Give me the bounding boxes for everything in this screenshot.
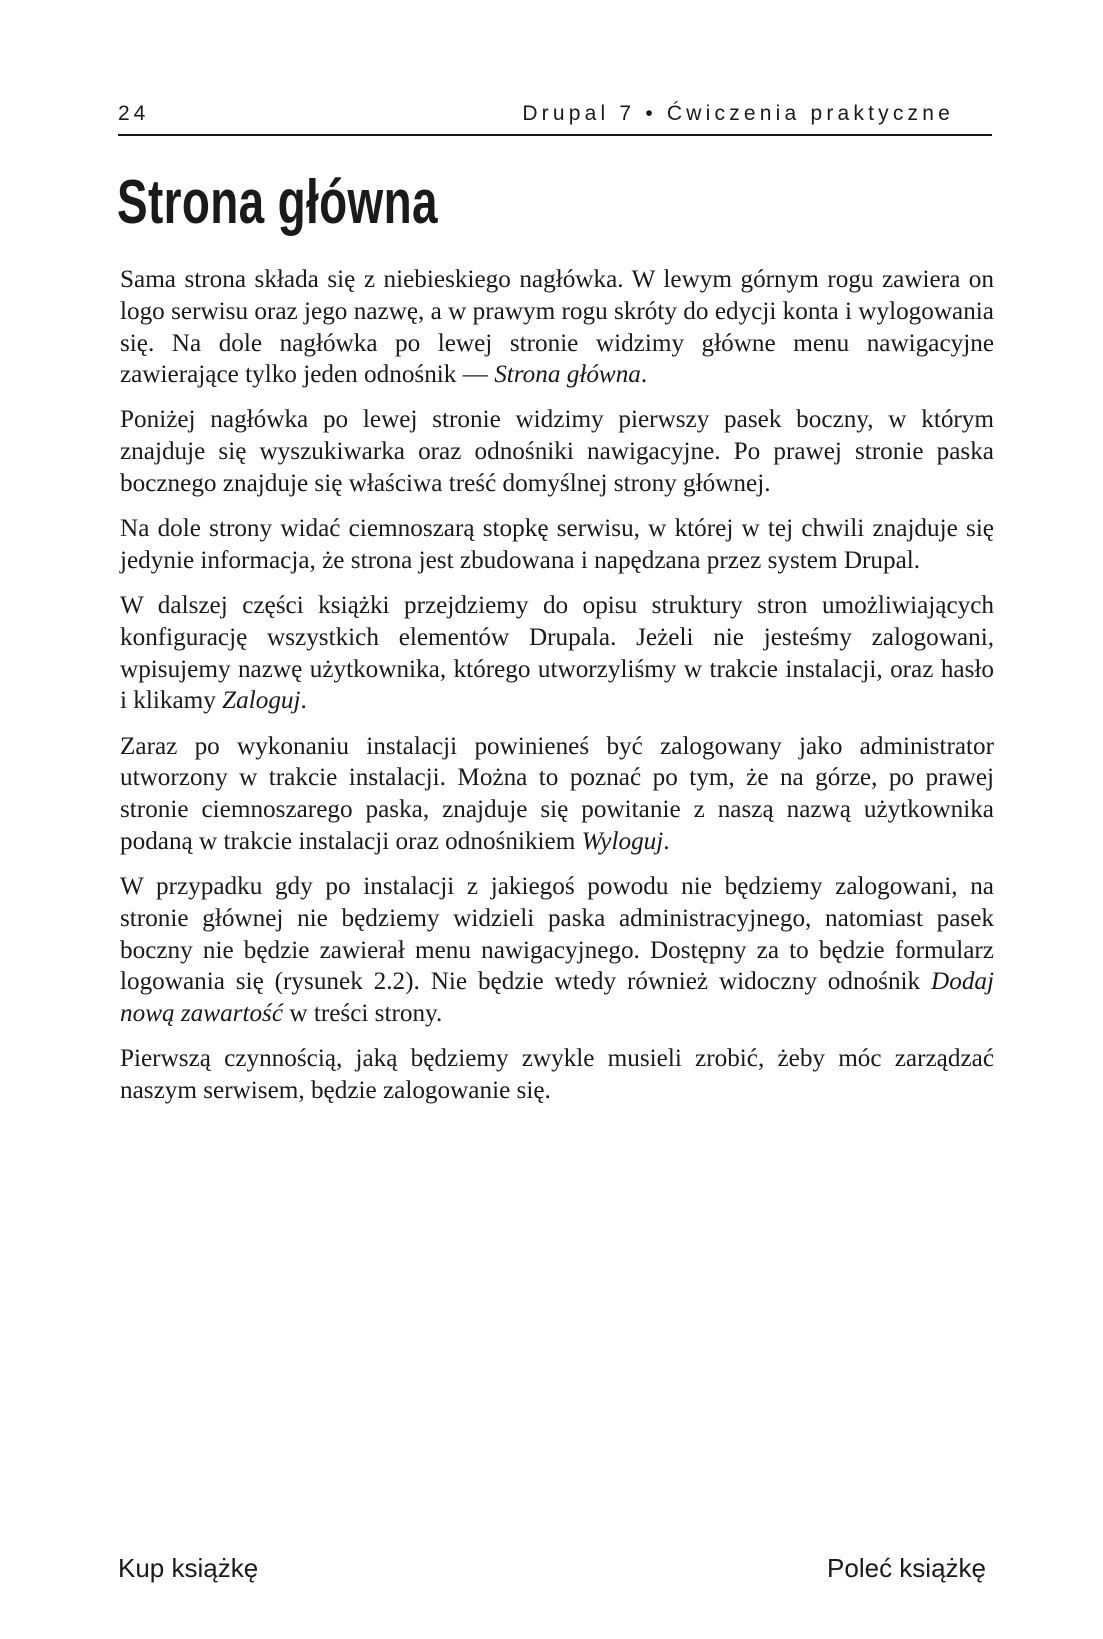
- paragraph-emphasis: Dodaj nową zawartość: [120, 968, 994, 1028]
- paragraph-text: W przypadku gdy po instalacji z jakiegoś powodu nie będziemy zalogowani, na stronie głównej nie będziemy widzieli paska administracyjnego, natomiast pasek boczny nie będzie zawierał menu nawigacyjnego. Dostępny za to będzie formularz logowania się (rysunek 2.2). Nie będzie wtedy również widoczny odnośnik: [120, 873, 994, 996]
- paragraph-tail: .: [300, 687, 307, 715]
- paragraph-emphasis: Wyloguj: [581, 827, 664, 855]
- page-number: 24: [118, 102, 150, 125]
- paragraph-5: [120, 731, 994, 858]
- paragraph-4: [120, 590, 994, 717]
- paragraph-text: Na dole strony widać ciemnoszarą stopkę serwisu, w której w tej chwili znajduje się jedynie informacja, że strona jest zbudowana i napędzana przez system Drupal.: [120, 515, 994, 574]
- running-head: [118, 100, 992, 136]
- paragraph-text: Poniżej nagłówka po lewej stronie widzimy pierwszy pasek boczny, w którym znajduje się wyszukiwarka oraz odnośniki nawigacyjne. Po prawej stronie paska bocznego znajduje się właściwa treść domyślnej strony głównej.: [120, 406, 994, 498]
- paragraph-text: Sama strona składa się z niebieskiego nagłówka. W lewym górnym rogu zawiera on logo serwisu oraz jego nazwę, a w prawym rogu skróty do edycji konta i wylogowania się. Na dole nagłówka po lewej stronie widzimy główne menu nawigacyjne zawierające tylko jeden odnośnik —: [120, 266, 994, 389]
- paragraph-3: [120, 513, 994, 577]
- paragraph-tail: w treści strony.: [283, 1000, 443, 1028]
- paragraph-6: [120, 871, 994, 1030]
- paragraph-text: Pierwszą czynnością, jaką będziemy zwykle musieli zrobić, żeby móc zarządzać naszym serwisem, będzie zalogowanie się.: [120, 1045, 994, 1105]
- paragraph-7: [120, 1043, 994, 1107]
- paragraph-emphasis: Strona główna: [494, 361, 641, 389]
- book-title: Drupal 7 • Ćwiczenia praktyczne: [522, 102, 954, 125]
- body-text: [120, 264, 994, 1120]
- section-title: Strona główna: [117, 168, 438, 237]
- paragraph-text: W dalszej części książki przejdziemy do opisu struktury stron umożliwiających konfigurację wszystkich elementów Drupala. Jeżeli nie jesteśmy zalogowani, wpisujemy nazwę użytkownika, którego utworzyliśmy w trakcie instalacji, oraz hasło i klikamy: [120, 592, 994, 715]
- paragraph-1: [120, 264, 994, 391]
- paragraph-text: Zaraz po wykonaniu instalacji powinieneś być zalogowany jako administrator utworzony w trakcie instalacji. Można to poznać po tym, że na górze, po prawej stronie ciemnoszarego paska, znajduje się powitanie z naszą nazwą użytkownika podaną w trakcie instalacji oraz odnośnikiem: [120, 732, 994, 855]
- recommend-book-link[interactable]: Poleć książkę: [827, 1553, 986, 1583]
- paragraph-tail: .: [663, 827, 670, 855]
- paragraph-emphasis: Zaloguj: [222, 687, 301, 715]
- buy-book-link[interactable]: Kup książkę: [118, 1553, 259, 1583]
- paragraph-2: [120, 404, 994, 499]
- paragraph-tail: .: [640, 361, 648, 389]
